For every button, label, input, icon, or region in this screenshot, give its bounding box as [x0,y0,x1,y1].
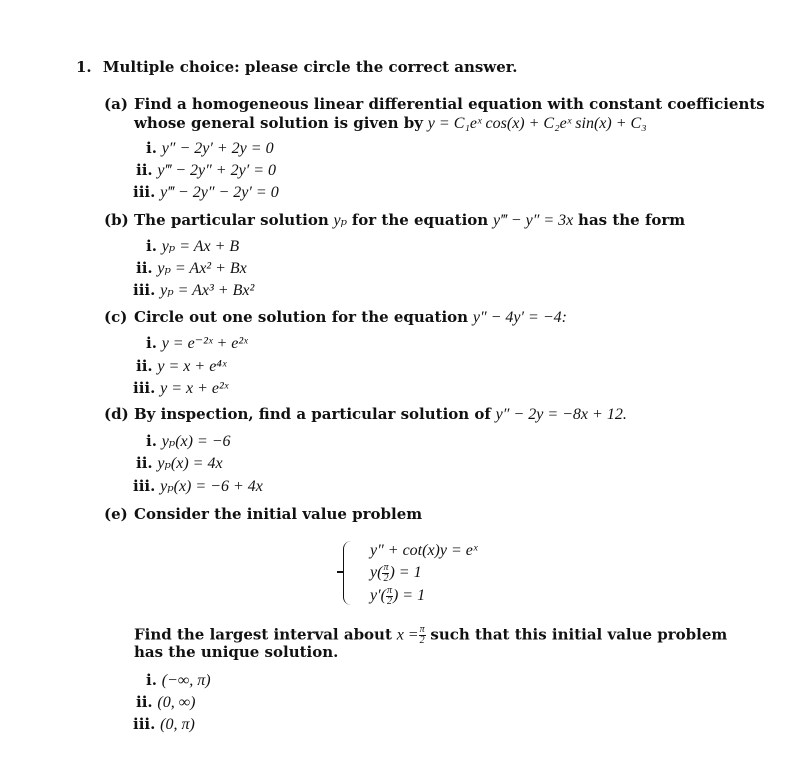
fraction-pi-over-2: $\frac{\pi}{2}$ [383,562,389,584]
part-c-option-i: i. y = e⁻²ˣ + e²ˣ [146,334,248,352]
part-e-label: (e) [104,505,128,523]
part-c-option-ii: ii. y = x + e⁴ˣ [136,357,227,375]
part-d-option-ii: ii. yₚ(x) = 4x [136,454,223,472]
part-d-label: (d) [104,405,129,423]
part-e-after2: has the unique solution. [134,643,339,661]
problem-number: 1. [76,58,92,76]
part-e-option-ii: ii. (0, ∞) [136,693,196,711]
part-e-after1: Find the largest interval about x = $\frac{\pi}{2}$ such that this initial value problem [134,624,728,646]
part-d-option-iii: iii. yₚ(x) = −6 + 4x [133,477,263,495]
part-b-option-iii: iii. yₚ = Ax³ + Bx² [133,281,255,299]
part-d-line1: By inspection, find a particular solution of y″ − 2y = −8x + 12. [134,405,627,423]
part-c-option-iii: iii. y = x + e²ˣ [133,379,229,397]
system-condition-2: y′( $\frac{\pi}{2}$ ) = 1 [370,585,426,607]
system-brace [343,541,354,605]
part-c-label: (c) [104,308,128,326]
part-a-option-iii: iii. y‴ − 2y″ − 2y′ = 0 [133,183,279,201]
system-condition-1: y( $\frac{\pi}{2}$ ) = 1 [370,562,422,584]
fraction-pi-over-2: $\frac{\pi}{2}$ [386,585,392,607]
part-a-formula: y = C₁eˣ cos(x) + C₂eˣ sin(x) + C₃ [427,115,647,132]
problem-title: Multiple choice: please circle the correct answer. [102,58,518,76]
part-a-option-i: i. y″ − 2y′ + 2y = 0 [146,139,274,157]
part-a-label: (a) [104,95,128,113]
part-e-line1: Consider the initial value problem [134,505,423,523]
system-equation: y″ + cot(x)y = eˣ [370,542,478,559]
part-c-line1: Circle out one solution for the equation y″ − 4y′ = −4: [134,308,567,326]
part-a-line1: Find a homogeneous linear differential equation with constant coefficients [134,95,765,113]
part-a-option-ii: ii. y‴ − 2y″ + 2y′ = 0 [136,161,276,179]
part-e-option-i: i. (−∞, π) [146,671,211,689]
problem-header [76,59,518,76]
part-d-option-i: i. yₚ(x) = −6 [146,432,231,450]
part-a-line2: whose general solution is given by y = C₁eˣ cos(x) + C₂eˣ sin(x) + C₃ [134,114,647,132]
part-e-option-iii: iii. (0, π) [133,715,195,733]
part-b-line1: The particular solution yₚ for the equation y‴ − y″ = 3x has the form [134,211,686,229]
part-b-option-i: i. yₚ = Ax + B [146,237,240,255]
part-b-option-ii: ii. yₚ = Ax² + Bx [136,259,247,277]
fraction-pi-over-2: $\frac{\pi}{2}$ [419,624,425,646]
part-b-label: (b) [104,211,129,229]
